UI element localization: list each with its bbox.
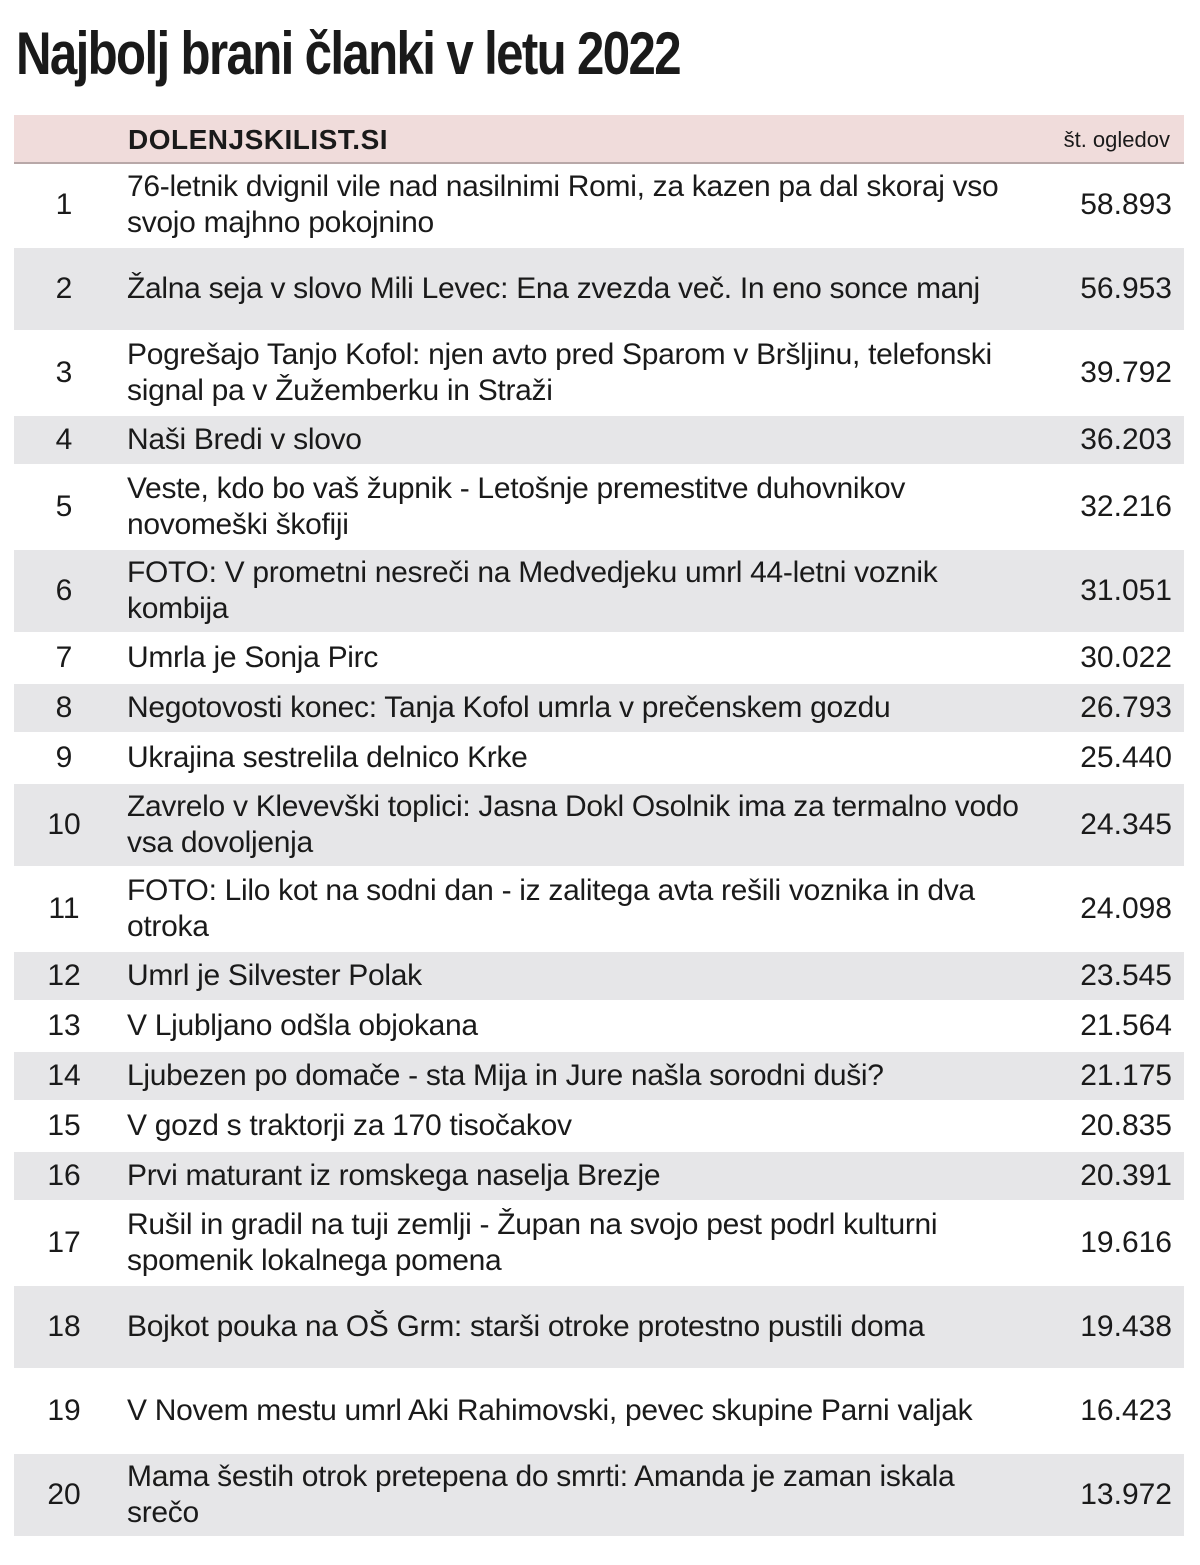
article-title-cell: Naši Bredi v slovo: [127, 423, 362, 456]
article-title-cell: Zavrelo v Klevevški toplici: Jasna Dokl Osolnik ima za termalno vodo vsa dovoljenja: [127, 790, 1019, 859]
views-cell: 20.835: [1080, 1109, 1172, 1142]
table-header: [14, 115, 1184, 164]
article-title-cell: Ukrajina sestrelila delnico Krke: [127, 741, 528, 774]
table-row: [14, 164, 1184, 248]
article-title-cell: Umrl je Silvester Polak: [127, 959, 422, 992]
rank-cell: 9: [55, 741, 73, 774]
article-title-cell: FOTO: V prometni nesreči na Medvedjeku umrl 44-letni voznik kombija: [127, 556, 938, 625]
views-cell: 19.616: [1080, 1226, 1172, 1259]
table-row: [14, 634, 1184, 684]
table-row: [14, 1052, 1184, 1102]
table-row: [14, 1454, 1184, 1538]
article-title-cell: Ljubezen po domače - sta Mija in Jure našla sorodni duši?: [127, 1059, 884, 1092]
rank-cell: 18: [47, 1310, 81, 1343]
table-row: [14, 550, 1184, 634]
views-cell: 36.203: [1080, 423, 1172, 456]
article-title-cell: 76-letnik dvignil vile nad nasilnimi Romi, za kazen pa dal skoraj vso svojo majhno pokojnino: [127, 170, 999, 239]
views-cell: 16.423: [1080, 1394, 1172, 1427]
rank-cell: 3: [55, 356, 73, 389]
rank-cell: 5: [55, 490, 73, 523]
views-cell: 31.051: [1080, 574, 1172, 607]
table-row: [14, 466, 1184, 550]
table-row: [14, 952, 1184, 1002]
article-title-cell: Rušil in gradil na tuji zemlji - Župan na svojo pest podrl kulturni spomenik lokalnega pomena: [127, 1208, 938, 1277]
article-title-cell: FOTO: Lilo kot na sodni dan - iz zalitega avta rešili voznika in dva otroka: [127, 874, 975, 943]
rank-cell: 1: [55, 188, 73, 221]
rank-cell: 6: [55, 574, 73, 607]
ranking-table: [14, 115, 1184, 1538]
rank-cell: 7: [55, 641, 73, 674]
article-title-cell: Mama šestih otrok pretepena do smrti: Amanda je zaman iskala srečo: [127, 1460, 955, 1529]
views-cell: 25.440: [1080, 741, 1172, 774]
table-row: [14, 684, 1184, 734]
rank-cell: 20: [47, 1478, 81, 1511]
rank-cell: 4: [55, 423, 73, 456]
views-column-header: št. ogledov: [1063, 127, 1170, 152]
rank-cell: 19: [47, 1394, 81, 1427]
views-cell: 32.216: [1080, 490, 1172, 523]
site-name: DOLENJSKILIST.SI: [128, 124, 389, 155]
table-row: [14, 332, 1184, 416]
rank-cell: 10: [47, 808, 81, 841]
table-row: [14, 1102, 1184, 1152]
rank-cell: 17: [47, 1226, 81, 1259]
table-row: [14, 416, 1184, 466]
rank-cell: 8: [55, 691, 73, 724]
rank-cell: 11: [48, 892, 80, 925]
table-row: [14, 248, 1184, 332]
views-cell: 24.098: [1080, 892, 1172, 925]
table-row: [14, 1370, 1184, 1454]
views-cell: 20.391: [1080, 1159, 1172, 1192]
views-cell: 23.545: [1080, 959, 1172, 992]
views-cell: 19.438: [1080, 1310, 1172, 1343]
rank-cell: 16: [47, 1159, 81, 1192]
views-cell: 21.564: [1080, 1009, 1172, 1042]
rank-cell: 14: [47, 1059, 81, 1092]
article-title-cell: Negotovosti konec: Tanja Kofol umrla v prečenskem gozdu: [127, 691, 891, 724]
rank-cell: 13: [47, 1009, 81, 1042]
views-cell: 13.972: [1080, 1478, 1172, 1511]
views-cell: 26.793: [1080, 691, 1172, 724]
table-row: [14, 1286, 1184, 1370]
article-title-cell: Umrla je Sonja Pirc: [127, 641, 379, 674]
table-row: [14, 1002, 1184, 1052]
article-title-cell: V gozd s traktorji za 170 tisočakov: [127, 1109, 572, 1142]
views-cell: 30.022: [1080, 641, 1172, 674]
views-cell: 39.792: [1080, 356, 1172, 389]
views-cell: 58.893: [1080, 188, 1172, 221]
article-title-cell: Bojkot pouka na OŠ Grm: starši otroke protestno pustili doma: [127, 1310, 925, 1343]
article-title-cell: Pogrešajo Tanjo Kofol: njen avto pred Sparom v Bršljinu, telefonski signal pa v Žužemberku in Straži: [127, 338, 992, 407]
table-row: [14, 1202, 1184, 1286]
article-title-cell: Žalna seja v slovo Mili Levec: Ena zvezda več. In eno sonce manj: [127, 272, 980, 305]
rank-cell: 12: [47, 959, 81, 992]
page-title: Najbolj brani članki v letu 2022: [16, 20, 680, 87]
article-title-cell: V Ljubljano odšla objokana: [127, 1009, 478, 1042]
views-cell: 21.175: [1080, 1059, 1172, 1092]
views-cell: 24.345: [1080, 808, 1172, 841]
table-row: [14, 868, 1184, 952]
article-title-cell: Veste, kdo bo vaš župnik - Letošnje premestitve duhovnikov novomeški škofiji: [127, 472, 906, 541]
table-row: [14, 784, 1184, 868]
article-title-cell: Prvi maturant iz romskega naselja Brezje: [127, 1159, 661, 1192]
rank-cell: 15: [47, 1109, 81, 1142]
views-cell: 56.953: [1080, 272, 1172, 305]
table-row: [14, 734, 1184, 784]
table-row: [14, 1152, 1184, 1202]
article-title-cell: V Novem mestu umrl Aki Rahimovski, pevec skupine Parni valjak: [127, 1394, 973, 1427]
rank-cell: 2: [55, 272, 73, 305]
